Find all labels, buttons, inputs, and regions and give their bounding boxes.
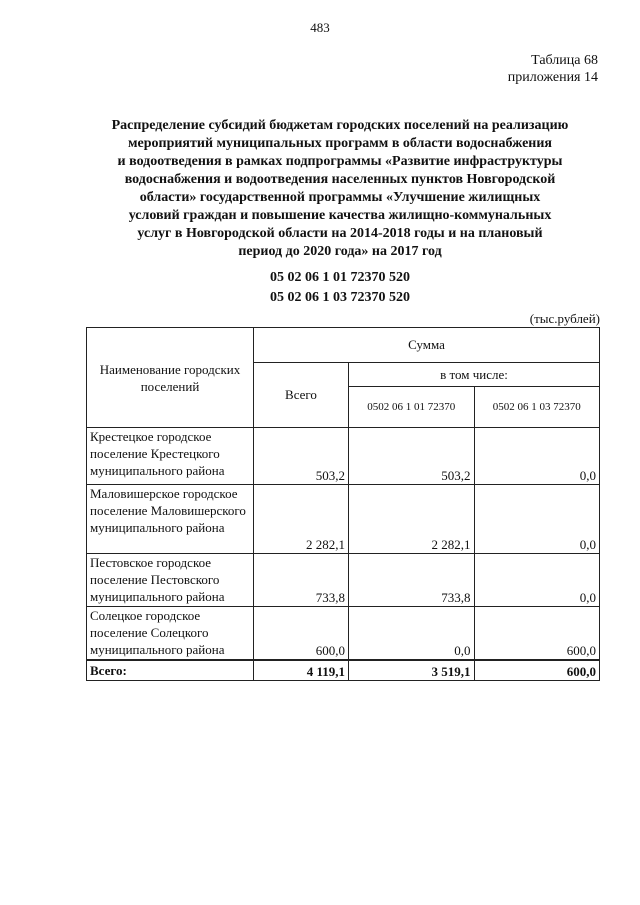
cell-code-1: 0,0 xyxy=(349,607,475,661)
title-line-4: водоснабжения и водоотведения населенных пунктов Новгородской xyxy=(124,172,556,187)
total-row xyxy=(87,660,600,681)
header-sum: Сумма xyxy=(254,328,600,363)
total-code-2: 600,0 xyxy=(474,660,600,681)
budget-codes xyxy=(0,268,640,308)
cell-code-1: 733,8 xyxy=(349,554,475,607)
title-line-2: мероприятий муниципальных программ в области водоснабжения xyxy=(127,136,553,151)
cell-code-2: 600,0 xyxy=(474,607,600,661)
table-row xyxy=(87,554,600,607)
title-line-1: Распределение субсидий бюджетам городских поселений на реализацию xyxy=(111,118,569,133)
settlement-name: Пестовское городское поселение Пестовского муниципального района xyxy=(87,554,254,607)
document-title xyxy=(70,117,610,261)
table-reference-line-1: Таблица 68 xyxy=(531,53,598,68)
page-number: 483 xyxy=(310,20,330,35)
table-reference-line-2: приложения 14 xyxy=(507,70,598,85)
cell-total: 2 282,1 xyxy=(254,485,349,554)
header-including: в том числе: xyxy=(349,363,600,387)
budget-code-2: 05 02 06 1 03 72370 520 xyxy=(270,290,410,305)
settlement-name: Солецкое городское поселение Солецкого муниципального района xyxy=(87,607,254,661)
title-line-3: и водоотведения в рамках подпрограммы «Развитие инфраструктуры xyxy=(117,154,563,169)
total-sum: 4 119,1 xyxy=(254,660,349,681)
header-row-1 xyxy=(87,328,600,363)
header-code-1: 0502 06 1 01 72370 xyxy=(349,387,475,428)
header-code-2: 0502 06 1 03 72370 xyxy=(474,387,600,428)
cell-total: 600,0 xyxy=(254,607,349,661)
title-line-5: области» государственной программы «Улучшение жилищных xyxy=(139,190,541,205)
table-row xyxy=(87,485,600,554)
units-label: (тыс.рублей) xyxy=(529,311,600,326)
header-name: Наименование городских поселений xyxy=(87,328,254,428)
header-total: Всего xyxy=(254,363,349,428)
cell-code-2: 0,0 xyxy=(474,554,600,607)
subsidy-table xyxy=(86,327,600,681)
total-label: Всего: xyxy=(87,660,254,681)
cell-total: 733,8 xyxy=(254,554,349,607)
title-line-8: период до 2020 года» на 2017 год xyxy=(238,244,442,259)
table-reference xyxy=(508,52,598,86)
budget-code-1: 05 02 06 1 01 72370 520 xyxy=(270,270,410,285)
settlement-name: Крестецкое городское поселение Крестецкого муниципального района xyxy=(87,428,254,485)
table-row xyxy=(87,607,600,661)
cell-code-1: 2 282,1 xyxy=(349,485,475,554)
cell-total: 503,2 xyxy=(254,428,349,485)
cell-code-1: 503,2 xyxy=(349,428,475,485)
table-row xyxy=(87,428,600,485)
cell-code-2: 0,0 xyxy=(474,428,600,485)
cell-code-2: 0,0 xyxy=(474,485,600,554)
title-line-7: услуг в Новгородской области на 2014-2018 годы и на плановый xyxy=(137,226,543,241)
total-code-1: 3 519,1 xyxy=(349,660,475,681)
settlement-name: Маловишерское городское поселение Маловишерского муниципального района xyxy=(87,485,254,554)
title-line-6: условий граждан и повышение качества жилищно-коммунальных xyxy=(128,208,552,223)
